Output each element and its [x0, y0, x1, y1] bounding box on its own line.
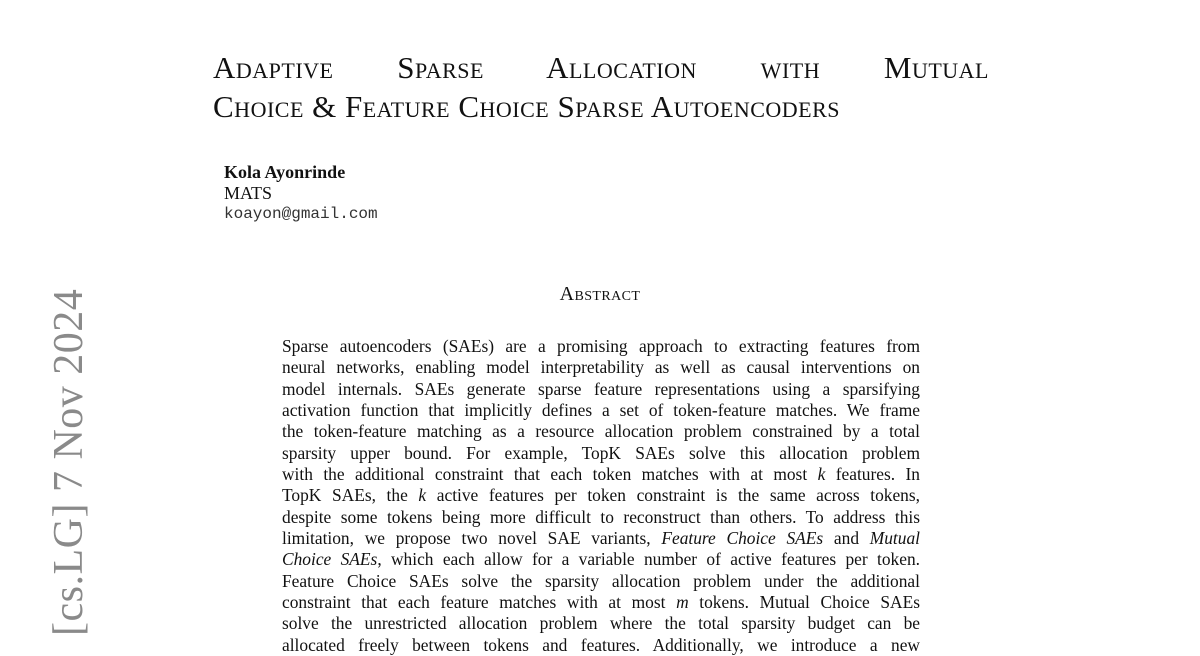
abstract-text: , which each allow for a variable number of active features per token.	[377, 549, 920, 570]
arxiv-stamp: [cs.LG] 7 Nov 2024	[46, 288, 92, 636]
author-email[interactable]: koayon@gmail.com	[224, 205, 378, 223]
title-line-1: Adaptive Sparse Allocation with Mutual	[213, 50, 989, 85]
abstract-line	[282, 592, 920, 613]
abstract-text: activation function that implicitly defines a set of token-feature matches. We frame	[282, 400, 920, 421]
abstract-text: neural networks, enabling model interpretability as well as causal interventions on	[282, 357, 920, 378]
abstract-text: Sparse autoencoders (SAEs) are a promising approach to extracting features from	[282, 336, 920, 356]
abstract-text: the token-feature matching as a resource allocation problem constrained by a total	[282, 421, 920, 442]
abstract-heading: Abstract	[559, 283, 641, 305]
abstract-text: Feature Choice SAEs solve the sparsity allocation problem under the additional	[282, 570, 920, 591]
abstract-line	[282, 571, 920, 592]
abstract-line	[282, 485, 920, 506]
abstract-text: features. In	[825, 464, 920, 485]
author-affiliation: MATS	[224, 183, 273, 203]
abstract-line	[282, 635, 920, 656]
emphasis-text: Choice SAEs	[282, 549, 378, 570]
math-variable: k	[817, 464, 826, 485]
abstract-text: with the additional constraint that each token matches with at most	[282, 464, 818, 485]
abstract-line	[282, 528, 920, 549]
author-name: Kola Ayonrinde	[224, 162, 346, 182]
emphasis-text: Feature Choice SAEs	[661, 528, 824, 549]
math-variable: k	[418, 485, 427, 506]
abstract-line	[282, 357, 920, 378]
abstract-line	[282, 379, 920, 400]
abstract-text: tokens. Mutual Choice SAEs	[688, 592, 920, 613]
abstract-text: solve the unrestricted allocation problem where the total sparsity budget can be	[282, 613, 920, 634]
abstract-text: limitation, we propose two novel SAE variants,	[282, 528, 662, 549]
abstract-text: despite some tokens being more difficult to reconstruct than others. To address this	[282, 506, 920, 527]
abstract-line	[282, 613, 920, 634]
abstract-text: allocated freely between tokens and features. Additionally, we introduce a new	[282, 634, 920, 655]
abstract-line	[282, 507, 920, 528]
abstract-text: TopK SAEs, the	[282, 485, 419, 506]
abstract-text: active features per token constraint is the same across tokens,	[426, 485, 920, 506]
paper-title	[213, 48, 989, 126]
abstract-text: model internals. SAEs generate sparse feature representations using a sparsifying	[282, 378, 920, 399]
abstract-text: constraint that each feature matches with at most	[282, 592, 677, 613]
abstract-text: sparsity upper bound. For example, TopK SAEs solve this allocation problem	[282, 442, 920, 463]
abstract-line	[282, 421, 920, 442]
abstract-line	[282, 336, 920, 357]
abstract-line	[282, 464, 920, 485]
abstract-body	[282, 336, 920, 656]
abstract-line	[282, 400, 920, 421]
math-variable: m	[676, 592, 689, 613]
abstract-line	[282, 549, 920, 570]
title-line-2: Choice & Feature Choice Sparse Autoencoders	[213, 89, 841, 124]
abstract-text: and	[823, 528, 870, 549]
abstract-line	[282, 443, 920, 464]
author-block	[224, 162, 378, 225]
emphasis-text: Mutual	[869, 528, 920, 549]
